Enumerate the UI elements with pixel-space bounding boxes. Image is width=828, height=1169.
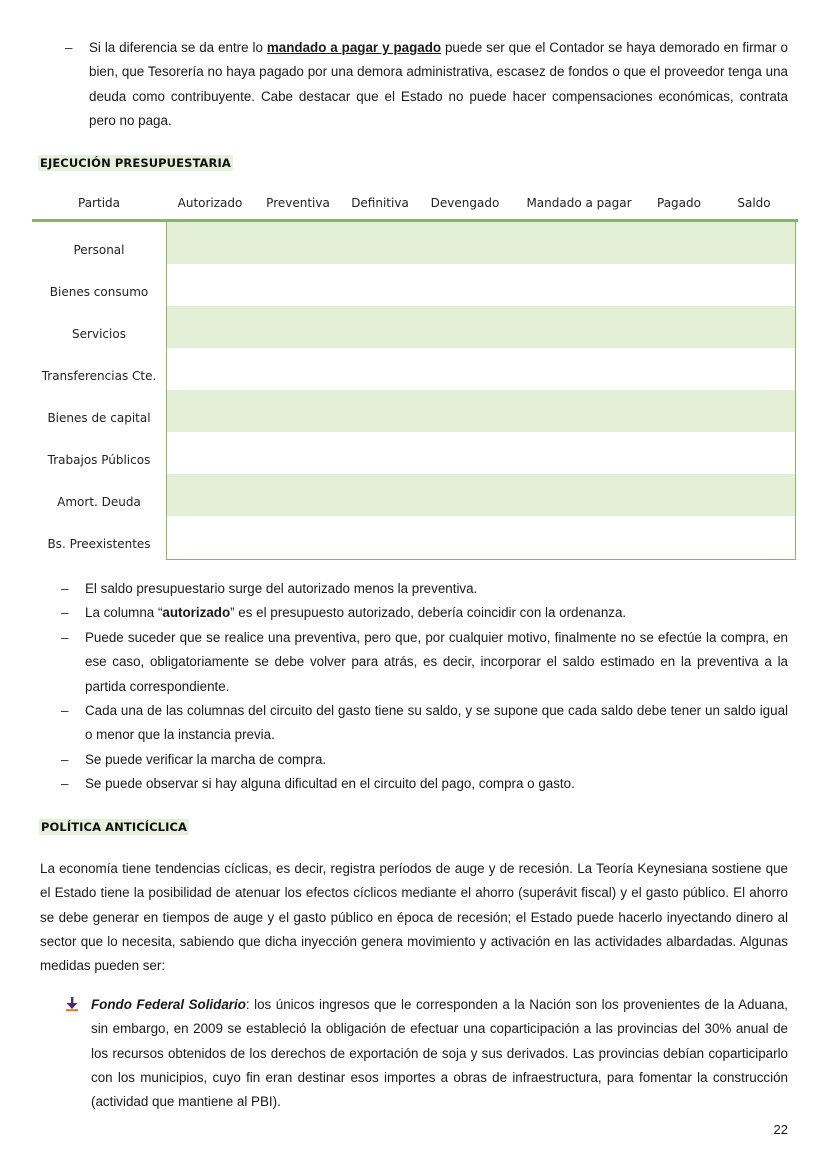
row-label: Bienes consumo bbox=[49, 285, 149, 299]
row-label: Bs. Preexistentes bbox=[47, 537, 151, 551]
table-row-band bbox=[167, 306, 795, 348]
note-item: – Puede suceder que se realice una preventiva, pero que, por cualquier motivo, finalmente no se efectúe la compra, en ese caso, obligatoriamente se debe volver para atrás, es decir, incorporar el saldo estimado en la preventiva a la partida correspondiente. bbox=[85, 626, 788, 699]
row-label: Trabajos Públicos bbox=[47, 453, 151, 467]
page-number: 22 bbox=[773, 1122, 788, 1137]
dash-marker: – bbox=[61, 630, 69, 645]
note-item: – Cada una de las columnas del circuito del gasto tiene su saldo, y se supone que cada saldo debe tener un saldo igual o menor que la instancia previa. bbox=[85, 699, 788, 748]
col-header: Mandado a pagar bbox=[526, 196, 632, 210]
body-paragraph: La economía tiene tendencias cíclicas, es decir, registra períodos de auge y de recesión. La Teoría Keynesiana sostiene que el Estado tiene la posibilidad de atenuar los efectos cíclicos mediante el ahorro (superávit fiscal) y el gasto público. El ahorro se debe generar en tiempos de auge y el gasto público en época de recesión; el Estado puede hacerlo inyectando dinero al sector que lo necesita, sabiendo que dicha inyección genera movimiento y activación en las actividades albardadas. Algunas medidas pueden ser: bbox=[40, 861, 788, 974]
col-header: Autorizado bbox=[177, 196, 243, 210]
row-label: Personal bbox=[73, 243, 125, 257]
dash-marker: – bbox=[61, 776, 69, 791]
dash-marker: – bbox=[61, 605, 69, 620]
table-row-band bbox=[167, 516, 795, 558]
table-row-band bbox=[167, 264, 795, 306]
dash-marker: – bbox=[65, 40, 73, 55]
table-row-band bbox=[167, 348, 795, 390]
table-row-band bbox=[167, 390, 795, 432]
col-header: Pagado bbox=[657, 196, 701, 210]
col-header: Devengado bbox=[430, 196, 500, 210]
dash-marker: – bbox=[61, 703, 69, 718]
row-label: Transferencias Cte. bbox=[41, 369, 157, 383]
table-header bbox=[32, 190, 798, 218]
fondo-title: Fondo Federal Solidario bbox=[91, 997, 246, 1012]
table-row-band bbox=[167, 432, 795, 474]
row-label: Servicios bbox=[72, 327, 126, 341]
bullet-item-fondo: Fondo Federal Solidario: los únicos ingresos que le corresponden a la Nación son los provenientes de la Aduana, sin embargo, en 2009 se estableció la obligación de efectuar una coparticipación a las provincias del 30% anual de los recursos obtenidos de los derechos de exportación de soja y sus derivados. Las provincias debían coparticiparlo con los municipios, cuyo fin eran destinar esos importes a obras de infraestructura, para fomentar la construcción (actividad que mantiene al PBI). bbox=[91, 993, 788, 1114]
table-row-band bbox=[167, 222, 795, 264]
note-item: – El saldo presupuestario surge del autorizado menos la preventiva. bbox=[85, 577, 788, 601]
intro-paragraph: – Si la diferencia se da entre lo mandado a pagar y pagado puede ser que el Contador se haya demorado en firmar o bien, que Tesorería no haya pagado por una demora administrativa, escasez de fondos o que el proveedor tenga una deuda como contribuyente. Cabe destacar que el Estado no puede hacer compensaciones económicas, contrata pero no paga. bbox=[89, 36, 788, 133]
table-body bbox=[166, 222, 796, 560]
note-item: – La columna “autorizado” es el presupuesto autorizado, debería coincidir con la ordenanza. bbox=[85, 601, 788, 625]
col-header: Partida bbox=[78, 196, 120, 210]
row-label: Bienes de capital bbox=[47, 411, 151, 425]
note-item: – Se puede observar si hay alguna dificultad en el circuito del pago, compra o gasto. bbox=[85, 772, 788, 796]
emphasis-underline: mandado a pagar y pagado bbox=[266, 40, 442, 55]
note-item: – Se puede verificar la marcha de compra. bbox=[85, 748, 788, 772]
dash-marker: – bbox=[61, 581, 69, 596]
section-heading-ejecucion: EJECUCIÓN PRESUPUESTARIA bbox=[40, 156, 231, 170]
dash-marker: – bbox=[61, 752, 69, 767]
col-header: Definitiva bbox=[351, 196, 409, 210]
table-row-band bbox=[167, 474, 795, 516]
section-heading-politica: POLÍTICA ANTICÍCLICA bbox=[41, 820, 188, 834]
col-header: Preventiva bbox=[266, 196, 330, 210]
row-label: Amort. Deuda bbox=[57, 495, 141, 509]
arrow-down-bullet-icon bbox=[65, 996, 79, 1012]
col-header: Saldo bbox=[737, 196, 771, 210]
